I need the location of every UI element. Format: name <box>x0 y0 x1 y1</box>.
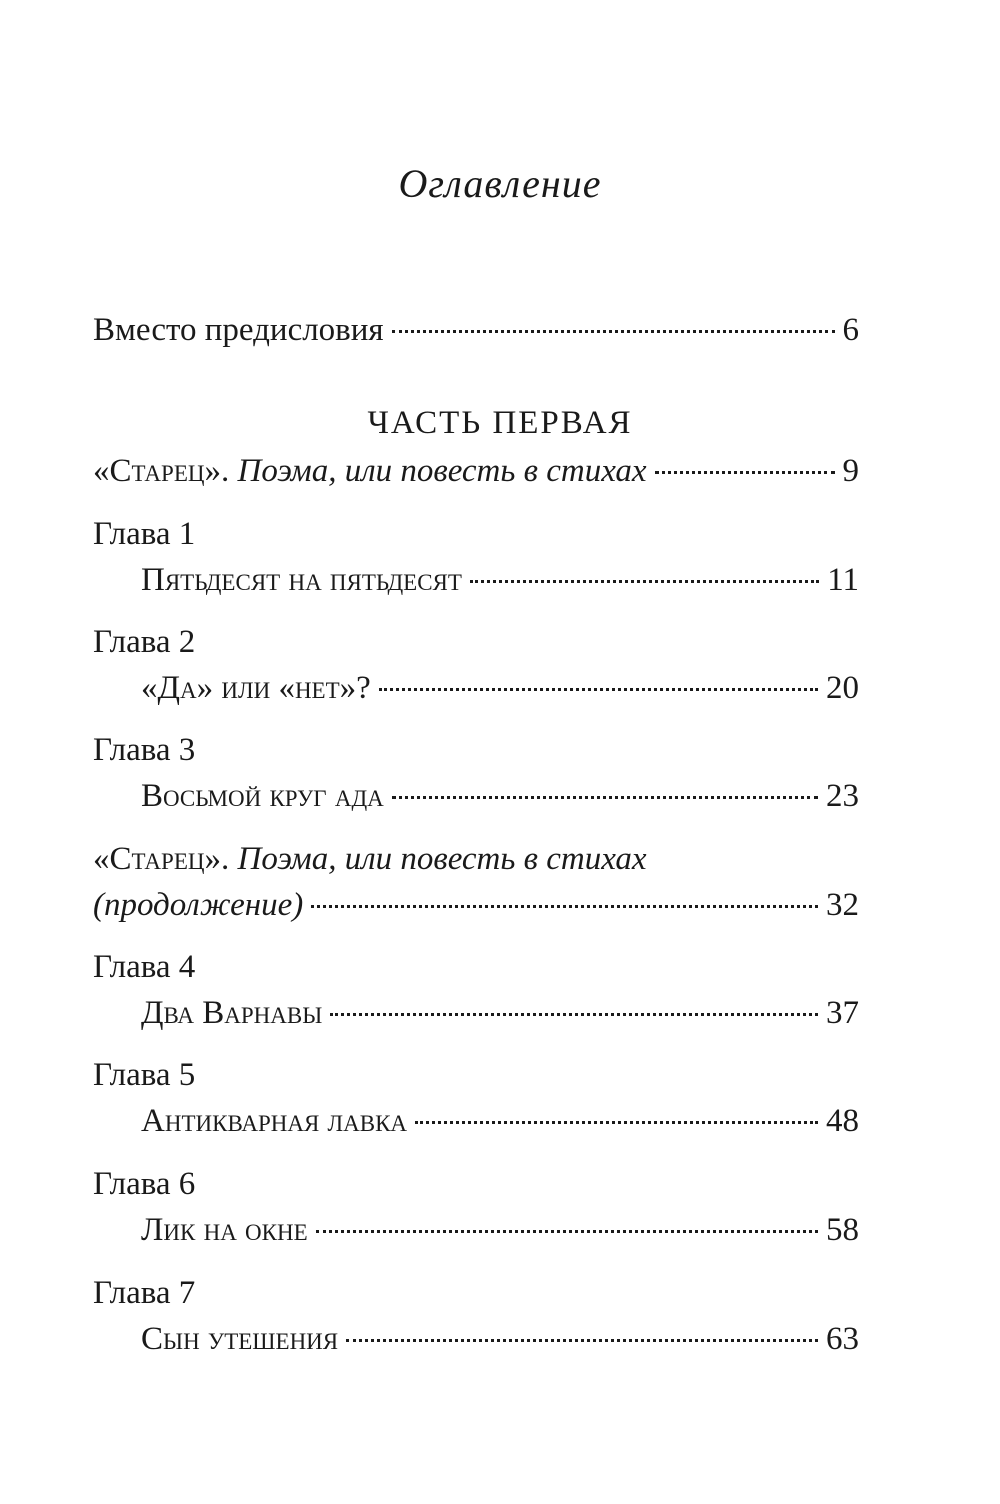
page-number: 48 <box>826 1103 859 1139</box>
dot-leader <box>346 1339 818 1342</box>
chapter-heading: Глава 7 <box>93 1275 196 1311</box>
toc-entry-chapter[interactable] <box>141 1319 859 1359</box>
dot-leader <box>470 580 819 583</box>
page-number: 11 <box>827 562 859 598</box>
chapter-heading: Глава 3 <box>93 732 196 768</box>
page-number: 58 <box>826 1212 859 1248</box>
entry-title: Вместо предисловия <box>93 312 384 348</box>
entry-title-rest: Поэма, или повесть в стихах <box>237 841 647 877</box>
page-number: 37 <box>826 995 859 1031</box>
toc-entry-poem-line1 <box>93 839 647 879</box>
entry-title: Восьмой круг ада <box>141 778 384 814</box>
entry-title <box>93 451 647 491</box>
dot-leader <box>379 688 818 691</box>
page-number: 63 <box>826 1321 859 1357</box>
page-number: 32 <box>826 887 859 923</box>
dot-leader <box>311 905 818 908</box>
dot-leader <box>330 1013 818 1016</box>
entry-title: «Да» или «нет»? <box>141 670 371 706</box>
dot-leader <box>392 796 818 799</box>
toc-entry-chapter[interactable] <box>141 668 859 708</box>
page-title: Оглавление <box>398 161 602 206</box>
toc-entry-chapter[interactable] <box>141 1101 859 1141</box>
chapter-heading: Глава 1 <box>93 516 196 552</box>
toc-entry-chapter[interactable] <box>141 1210 859 1250</box>
entry-title-lead: «Старец». <box>93 841 230 877</box>
entry-title: Лик на окне <box>141 1212 308 1248</box>
toc-entry-poem[interactable] <box>93 451 859 491</box>
entry-title: Два Варнавы <box>141 995 323 1031</box>
page-number: 9 <box>842 453 859 489</box>
page-number: 20 <box>826 670 859 706</box>
page-number: 23 <box>826 778 859 814</box>
chapter-heading: Глава 5 <box>93 1057 196 1093</box>
part-heading: ЧАСТЬ ПЕРВАЯ <box>367 405 633 441</box>
entry-title-lead: «Старец». <box>93 453 230 489</box>
chapter-heading: Глава 2 <box>93 624 196 660</box>
dot-leader <box>655 471 835 474</box>
toc-entry-chapter[interactable] <box>141 560 859 600</box>
toc-entry-poem-continued[interactable] <box>93 885 859 925</box>
chapter-heading: Глава 6 <box>93 1166 196 1202</box>
dot-leader <box>316 1230 818 1233</box>
entry-title: Пятьдесят на пятьдесят <box>141 562 462 598</box>
chapter-heading: Глава 4 <box>93 949 196 985</box>
toc-entry-preface[interactable] <box>93 310 859 350</box>
dot-leader <box>392 330 835 333</box>
entry-title: Сын утешения <box>141 1321 339 1357</box>
entry-title: (продолжение) <box>93 887 304 923</box>
entry-title-rest: Поэма, или повесть в стихах <box>237 453 647 489</box>
page-number: 6 <box>842 312 859 348</box>
toc-entry-chapter[interactable] <box>141 776 859 816</box>
dot-leader <box>415 1121 818 1124</box>
toc-entry-chapter[interactable] <box>141 993 859 1033</box>
entry-title: Антикварная лавка <box>141 1103 408 1139</box>
